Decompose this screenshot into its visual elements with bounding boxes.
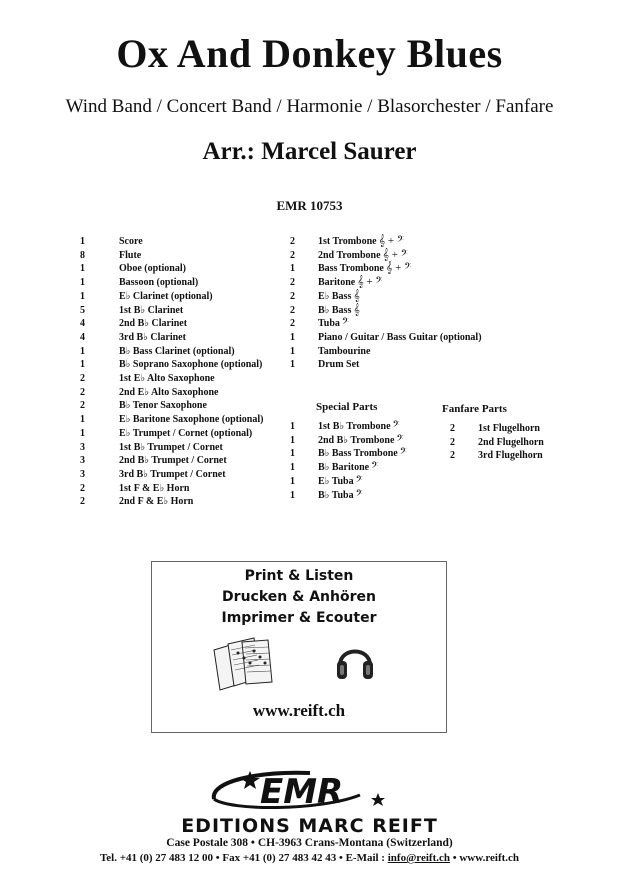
part-row — [80, 235, 263, 249]
part-name: 3rd B♭ Clarinet — [119, 331, 186, 343]
part-quantity: 2 — [450, 436, 455, 448]
part-name: B♭ Soprano Saxophone (optional) — [119, 359, 263, 371]
special-parts-list — [290, 420, 407, 502]
promo-line-imprimer: Imprimer & Ecouter — [221, 610, 377, 626]
part-name: Piano / Guitar / Bass Guitar (optional) — [318, 331, 482, 343]
part-quantity: 2 — [450, 450, 455, 462]
contact-website: • www.reift.ch — [450, 852, 520, 864]
part-row — [290, 331, 482, 345]
sheet-music-icon — [210, 636, 276, 694]
part-name: Oboe (optional) — [119, 263, 186, 275]
part-row — [80, 290, 263, 304]
part-row — [80, 276, 263, 290]
part-row — [290, 276, 482, 290]
part-row — [290, 475, 407, 489]
clef-icon: 𝄢 — [399, 447, 407, 460]
part-name: 2nd F & E♭ Horn — [119, 496, 194, 508]
part-name: B♭ Bass Trombone — [318, 448, 398, 460]
part-row — [80, 372, 263, 386]
part-name: 1st F & E♭ Horn — [119, 482, 190, 494]
part-quantity: 4 — [80, 331, 85, 343]
part-row — [290, 235, 482, 249]
part-row — [80, 317, 263, 331]
part-row — [80, 262, 263, 276]
part-row — [290, 317, 482, 331]
clef-icon: 𝄞 + 𝄢 — [385, 262, 412, 275]
part-quantity: 1 — [80, 427, 85, 439]
clef-icon: 𝄢 — [371, 461, 379, 474]
part-name: Tambourine — [318, 345, 371, 357]
headphones-icon — [335, 639, 375, 685]
part-quantity: 5 — [80, 304, 85, 316]
part-name: 3rd B♭ Trumpet / Cornet — [119, 468, 226, 480]
part-quantity: 2 — [290, 236, 295, 247]
contact-phone-fax: Tel. +41 (0) 27 483 12 00 • Fax +41 (0) 27 483 42 43 • E-Mail : — [99, 852, 388, 864]
fanfare-parts-list — [450, 422, 544, 463]
part-name: Bassoon (optional) — [119, 277, 199, 289]
part-row — [80, 427, 263, 441]
part-name: Score — [119, 236, 143, 247]
part-name: 1st Flugelhorn — [478, 423, 540, 434]
part-quantity: 2 — [450, 423, 455, 434]
part-name: E♭ Clarinet (optional) — [119, 290, 213, 302]
clef-icon: 𝄢 — [341, 317, 349, 330]
part-name: E♭ Bass — [318, 290, 352, 302]
part-row — [80, 345, 263, 359]
clef-icon: 𝄢 — [392, 420, 400, 432]
part-quantity: 2 — [80, 373, 85, 385]
promo-line-print-listen: Print & Listen — [244, 568, 354, 584]
emr-logo — [200, 765, 420, 815]
part-name: B♭ Baritone — [318, 462, 370, 474]
part-name: Baritone — [318, 277, 356, 289]
part-name: 1st E♭ Alto Saxophone — [119, 373, 215, 385]
logo-text: EMR — [260, 772, 344, 812]
clef-icon: 𝄞 — [353, 289, 360, 302]
part-quantity: 2 — [290, 318, 295, 330]
part-name: 1st B♭ Trumpet / Cornet — [119, 441, 223, 453]
part-quantity: 1 — [290, 421, 295, 432]
part-row — [80, 441, 263, 455]
part-row — [290, 304, 482, 318]
part-quantity: 1 — [80, 290, 85, 302]
parts-list-left — [80, 235, 263, 509]
fanfare-parts-heading: Fanfare Parts — [442, 403, 507, 415]
part-quantity: 1 — [290, 489, 295, 501]
part-quantity: 1 — [290, 462, 295, 474]
part-name: 2nd Trombone — [318, 249, 381, 261]
publisher-contact — [0, 852, 619, 864]
promo-line-drucken: Drucken & Anhören — [222, 589, 376, 605]
part-quantity: 1 — [80, 236, 85, 247]
part-row — [80, 249, 263, 263]
part-row — [80, 468, 263, 482]
part-quantity: 2 — [80, 482, 85, 494]
clef-icon: 𝄢 — [396, 433, 404, 446]
part-quantity: 1 — [80, 345, 85, 357]
clef-icon: 𝄞 + 𝄢 — [378, 235, 404, 247]
part-row — [450, 422, 544, 436]
part-row — [290, 434, 407, 448]
part-name: Tuba — [318, 318, 340, 330]
part-quantity: 1 — [80, 414, 85, 426]
part-name: Flute — [119, 249, 142, 261]
part-row — [290, 358, 482, 372]
part-name: 1st Trombone — [318, 236, 377, 247]
part-quantity: 2 — [290, 249, 295, 261]
part-row — [290, 447, 407, 461]
catalog-number: EMR 10753 — [276, 198, 343, 213]
part-name: 1st B♭ Trombone — [318, 421, 391, 432]
part-row — [450, 449, 544, 463]
part-quantity: 1 — [290, 359, 295, 371]
promo-website-link[interactable]: www.reift.ch — [252, 701, 346, 720]
part-name: 2nd B♭ Trombone — [318, 434, 395, 446]
part-name: B♭ Bass — [318, 304, 352, 316]
clef-icon: 𝄞 — [353, 303, 360, 316]
part-quantity: 1 — [80, 263, 85, 275]
part-quantity: 2 — [80, 386, 85, 398]
part-quantity: 1 — [290, 434, 295, 446]
email-link[interactable]: info@reift.ch — [387, 852, 451, 864]
subtitle: Wind Band / Concert Band / Harmonie / Blasorchester / Fanfare — [65, 96, 554, 117]
arranger: Arr.: Marcel Saurer — [202, 138, 417, 165]
part-quantity: 2 — [290, 304, 295, 316]
part-row — [80, 358, 263, 372]
publisher-name: EDITIONS MARC REIFT — [181, 815, 438, 837]
part-name: 2nd B♭ Clarinet — [119, 318, 188, 330]
part-quantity: 2 — [290, 290, 295, 302]
part-row — [290, 345, 482, 359]
part-name: B♭ Tenor Saxophone — [119, 400, 207, 412]
part-row — [80, 386, 263, 400]
part-row — [450, 436, 544, 450]
part-row — [290, 420, 407, 434]
part-name: Bass Trombone — [318, 263, 384, 275]
part-quantity: 2 — [80, 496, 85, 508]
part-row — [80, 304, 263, 318]
part-name: 2nd B♭ Trumpet / Cornet — [119, 455, 227, 467]
part-name: 2nd E♭ Alto Saxophone — [119, 386, 219, 398]
parts-list-middle — [290, 235, 482, 372]
part-quantity: 3 — [80, 468, 85, 480]
print-listen-box[interactable] — [151, 561, 447, 733]
part-name: E♭ Trumpet / Cornet (optional) — [119, 427, 253, 439]
clef-icon: 𝄢 — [355, 474, 363, 487]
part-quantity: 1 — [80, 359, 85, 371]
part-row — [80, 495, 263, 509]
page-title: Ox And Donkey Blues — [116, 31, 503, 76]
part-quantity: 1 — [290, 345, 295, 357]
clef-icon: 𝄞 + 𝄢 — [357, 276, 383, 289]
part-quantity: 1 — [80, 277, 85, 289]
part-name: Drum Set — [318, 359, 360, 371]
part-quantity: 2 — [290, 277, 295, 289]
part-quantity: 1 — [290, 475, 295, 487]
publisher-address: Case Postale 308 • CH-3963 Crans-Montana (Switzerland) — [166, 837, 453, 849]
part-name: E♭ Baritone Saxophone (optional) — [119, 414, 264, 426]
part-row — [290, 249, 482, 263]
part-quantity: 3 — [80, 441, 85, 453]
part-quantity: 1 — [290, 448, 295, 460]
part-quantity: 1 — [290, 263, 295, 275]
part-quantity: 8 — [80, 249, 85, 261]
part-name: 1st B♭ Clarinet — [119, 304, 184, 316]
part-row — [290, 461, 407, 475]
part-name: B♭ Tuba — [318, 489, 354, 501]
part-quantity: 4 — [80, 318, 85, 330]
part-row — [290, 262, 482, 276]
part-quantity: 1 — [290, 331, 295, 343]
part-row — [80, 399, 263, 413]
part-row — [290, 489, 407, 503]
part-name: 3rd Flugelhorn — [478, 450, 543, 462]
part-name: B♭ Bass Clarinet (optional) — [119, 345, 235, 357]
part-row — [80, 331, 263, 345]
part-row — [80, 413, 263, 427]
part-row — [290, 290, 482, 304]
part-row — [80, 482, 263, 496]
part-row — [80, 454, 263, 468]
clef-icon: 𝄢 — [355, 488, 363, 501]
part-quantity: 3 — [80, 455, 85, 467]
part-name: E♭ Tuba — [318, 475, 354, 487]
special-parts-heading: Special Parts — [316, 401, 378, 413]
clef-icon: 𝄞 + 𝄢 — [382, 248, 408, 261]
part-name: 2nd Flugelhorn — [478, 436, 544, 448]
part-quantity: 2 — [80, 400, 85, 412]
